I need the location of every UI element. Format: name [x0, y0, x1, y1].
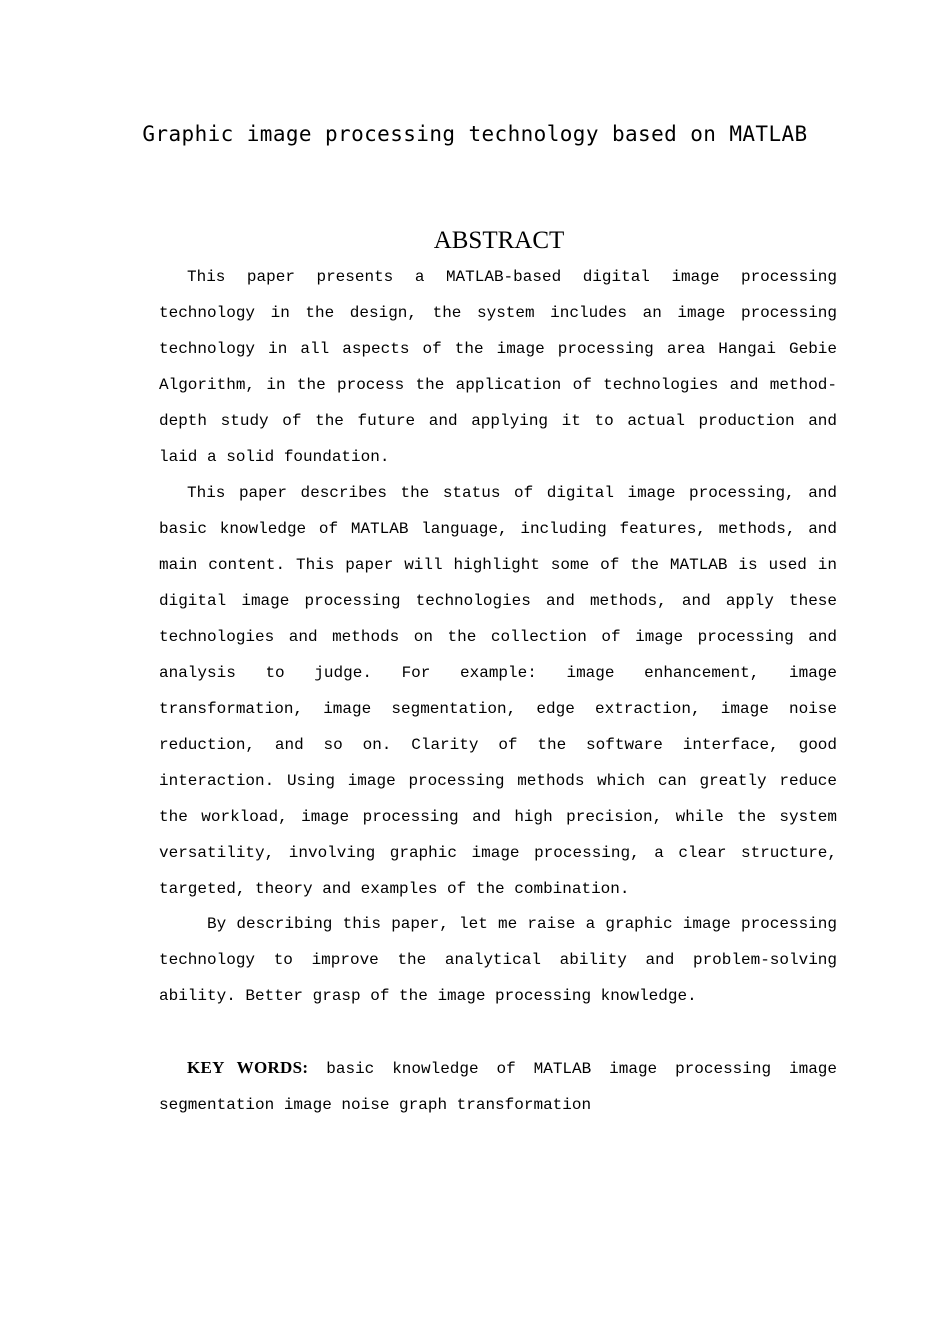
abstract-paragraph-2: This paper describes the status of digital image processing, and basic knowledge of MATLAB language, including features, methods, and main content. This paper will highlight some of the MATLAB is used in digital image processing technologies and methods, and apply these technologies and methods on the collection of image processing and analysis to judge. For example: image enhancement, image transformation, image segmentation, edge extraction, image noise reduction, and so on. Clarity of the software interface, good interaction. Using image processing methods which can greatly reduce the workload, image processing and high precision, while the system versatility, involving graphic image processing, a clear structure, targeted, theory and examples of the combination. [159, 484, 837, 898]
abstract-heading: ABSTRACT [433, 227, 565, 254]
keywords-label: KEY WORDS: [187, 1058, 309, 1077]
keywords-text: basic knowledge of MATLAB image processing image segmentation image noise graph transformation [159, 1060, 837, 1114]
keywords-paragraph [159, 1050, 837, 1123]
abstract-paragraph-1: This paper presents a MATLAB-based digital image processing technology in the design, the system includes an image processing technology in all aspects of the image processing area Hangai Gebie Algorithm, in the process the application of technologies and method-depth study of the future and applying it to actual production and laid a solid foundation. [159, 268, 837, 466]
abstract-paragraph-3: By describing this paper, let me raise a graphic image processing technology to improve the analytical ability and problem-solving ability. Better grasp of the image processing knowledge. [159, 915, 837, 1005]
paper-title: Graphic image processing technology based on MATLAB [142, 122, 808, 146]
